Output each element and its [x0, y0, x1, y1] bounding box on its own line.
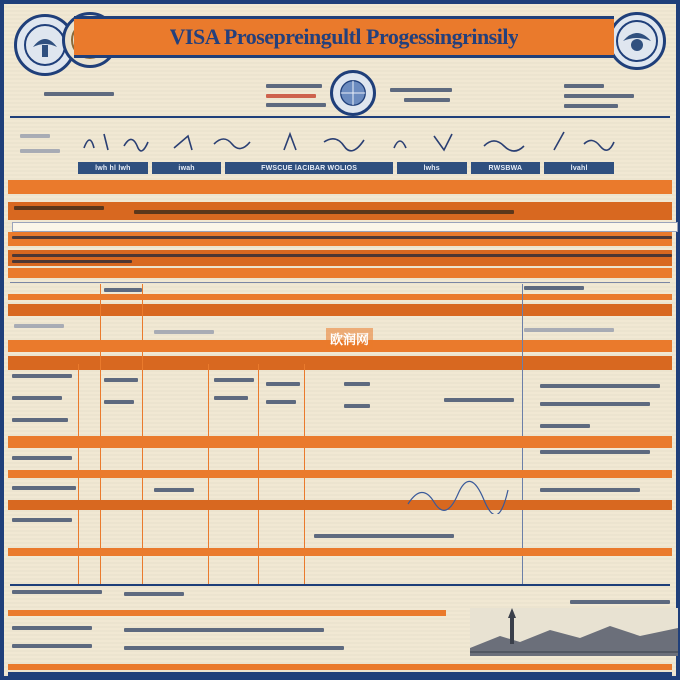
eagle-emblem-icon [615, 19, 659, 63]
form-band [8, 268, 672, 278]
table-cell-text [12, 396, 62, 400]
table-cell-text [12, 374, 72, 378]
form-band [8, 356, 672, 370]
section-header-cell: iwah [152, 162, 222, 174]
table-cell-text [266, 382, 300, 386]
emblem-seal-center [330, 70, 376, 116]
bottom-border-strip [8, 664, 672, 670]
globe-emblem-icon [338, 78, 368, 108]
table-cell-text [266, 400, 296, 404]
divider [10, 116, 670, 118]
watermark-text: 欧润网 [326, 328, 373, 349]
table-cell-text [12, 418, 68, 422]
table-cell-text [12, 486, 76, 490]
table-cell-text [540, 424, 590, 428]
label-text-line [20, 149, 60, 153]
table-column-line [522, 284, 523, 584]
header-text-line [390, 88, 452, 92]
form-band [8, 250, 672, 266]
header-text-line [266, 103, 326, 107]
form-band [8, 232, 672, 246]
field-text-line [14, 206, 104, 210]
table-cell-text [12, 456, 72, 460]
table-cell-text [214, 396, 248, 400]
header-text-line [266, 84, 322, 88]
footer-text-line [12, 644, 92, 648]
field-text-line [14, 324, 64, 328]
form-band [8, 548, 672, 556]
table-cell-text [444, 398, 514, 402]
field-text-line [524, 328, 614, 332]
table-column-line [142, 284, 143, 584]
footer-text-line [124, 592, 184, 596]
table-cell-text [214, 378, 254, 382]
document-title: VISA Prosepreingultl Progessingrinsily [169, 24, 519, 49]
section-header-cell: FWSCUE lACIBAR WOLIOS [225, 162, 392, 174]
table-cell-text [154, 488, 194, 492]
table-cell-text [540, 450, 650, 454]
footer-text-line [12, 626, 92, 630]
section-header-cell: lvahl [544, 162, 614, 174]
footer-text-line [12, 590, 102, 594]
section-header-cell: RWSBWA [471, 162, 541, 174]
form-band [8, 294, 672, 300]
table-cell-text [540, 402, 650, 406]
header-text-line [404, 98, 450, 102]
eagle-emblem-icon [23, 23, 67, 67]
footer-text-line [124, 628, 324, 632]
table-cell-text [344, 382, 370, 386]
section-header-bar [78, 162, 614, 174]
field-text-line [12, 236, 672, 239]
form-band [8, 436, 672, 448]
document-header [74, 16, 614, 58]
header-text-line [564, 94, 634, 98]
footer-text-line [124, 646, 344, 650]
table-cell-text [314, 534, 454, 538]
form-band [8, 304, 672, 316]
table-cell-text [12, 518, 72, 522]
header-text-line [266, 94, 316, 98]
table-cell-text [540, 384, 660, 388]
form-band [8, 610, 446, 616]
bottom-border-strip [8, 672, 672, 680]
field-text-line [134, 210, 514, 214]
footer-text-line [570, 600, 670, 604]
emblem-seal-right [608, 12, 666, 70]
handwritten-entry [64, 124, 644, 158]
header-text-line [564, 84, 604, 88]
form-band [8, 470, 672, 478]
divider [10, 282, 670, 283]
field-text-line [12, 254, 672, 257]
table-cell-text [344, 404, 370, 408]
section-header-cell: lwh hl lwh [78, 162, 148, 174]
signature-mark [404, 474, 514, 514]
field-text-line [104, 288, 142, 292]
divider [10, 584, 670, 586]
form-band [8, 180, 672, 194]
table-cell-text [104, 400, 134, 404]
table-column-line [100, 284, 101, 584]
table-cell-text [540, 488, 640, 492]
form-field-row [12, 222, 678, 232]
table-cell-text [104, 378, 138, 382]
form-band [8, 500, 672, 510]
header-text-line [564, 104, 618, 108]
field-text-line [12, 260, 132, 263]
field-text-line [524, 286, 584, 290]
header-text-line [44, 92, 114, 96]
landscape-engraving [470, 608, 678, 656]
field-text-line [154, 330, 214, 334]
section-header-cell: lwhs [397, 162, 467, 174]
label-text-line [20, 134, 50, 138]
